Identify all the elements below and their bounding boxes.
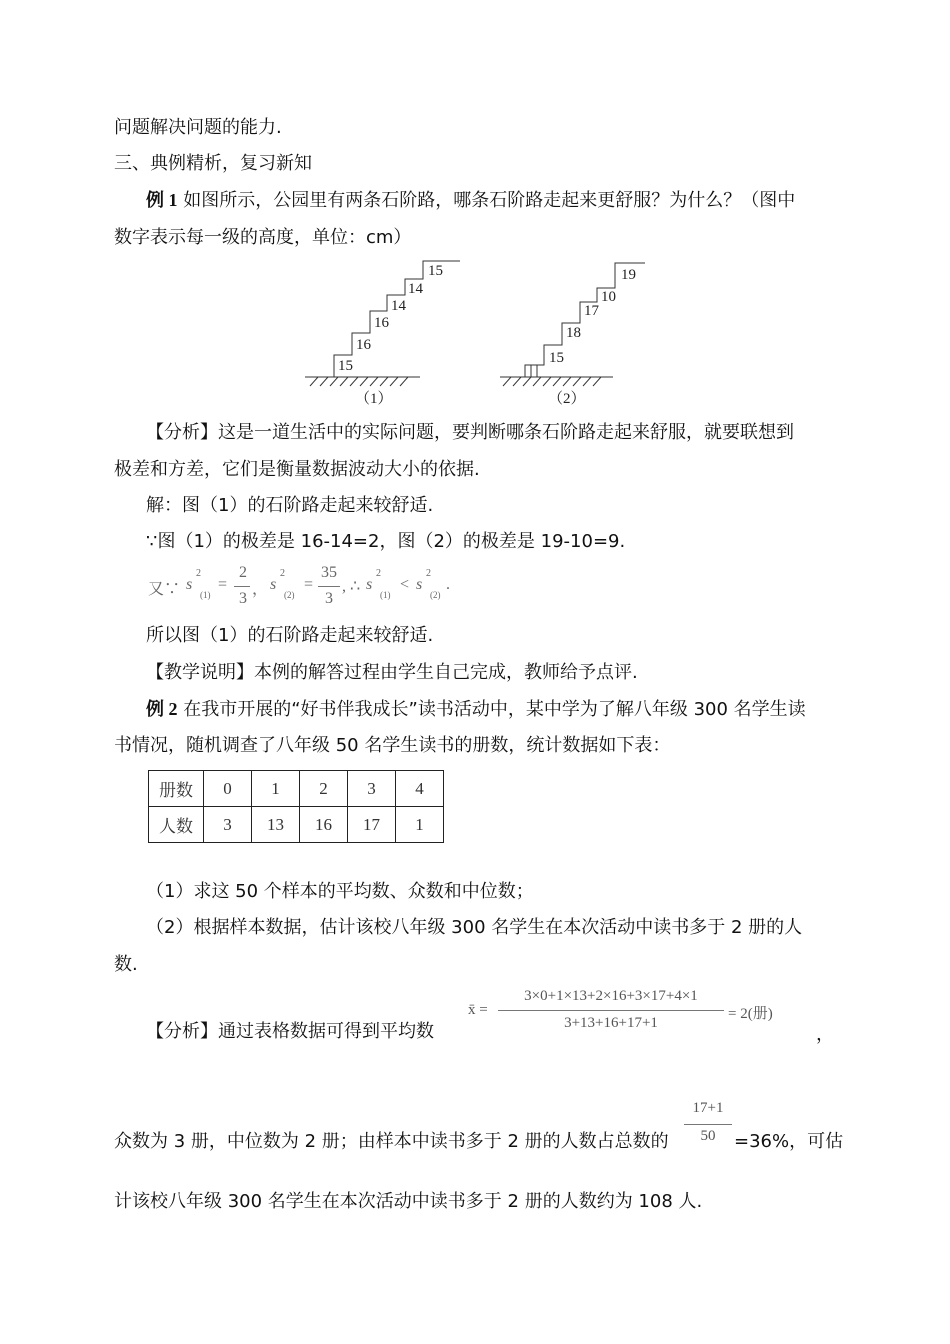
variance-symbol: s (416, 576, 423, 593)
step-label: 15 (338, 358, 353, 374)
variance-comparison (148, 564, 468, 612)
table-cell: 4 (396, 771, 444, 807)
stair-figure-2 (495, 255, 675, 410)
variance-sup: 2 (376, 568, 381, 579)
table-cell: 3 (348, 771, 396, 807)
table-cell: 0 (204, 771, 252, 807)
example-2-label: 例 2 (146, 699, 178, 719)
variance-symbol: s (366, 576, 373, 593)
step-label: 16 (356, 337, 371, 353)
question-1: （1）求这 50 个样本的平均数、众数和中位数； (146, 881, 534, 902)
mode-median-line: 众数为 3 册，中位数为 2 册；由样本中读书多于 2 册的人数占总数的 (114, 1131, 669, 1152)
percent-fraction (684, 1100, 734, 1150)
variance-prefix: 又∵ (148, 581, 181, 598)
example-1-label: 例 1 (146, 190, 178, 210)
solution-conclusion: 所以图（1）的石阶路走起来较舒适. (146, 625, 434, 646)
mean-formula (468, 988, 834, 1045)
step-label: 15 (428, 263, 443, 279)
example-1-text-cont: 数字表示每一级的高度，单位：cm） (114, 227, 412, 248)
example-2-text: 在我市开展的“好书伴我成长”读书活动中，某中学为了解八年级 300 名学生读 (183, 699, 806, 720)
step-label: 19 (621, 267, 636, 283)
variance-sub: (1) (200, 590, 211, 600)
analysis-2: 【分析】通过表格数据可得到平均数 (146, 1021, 434, 1042)
fraction-numerator: 35 (321, 564, 337, 581)
text-line: 问题解决问题的能力. (114, 117, 282, 138)
step-label: 18 (566, 325, 581, 341)
fraction-numerator: 17+1 (692, 1100, 724, 1116)
final-conclusion: 计该校八年级 300 名学生在本次活动中读书多于 2 册的人数约为 108 人. (114, 1191, 703, 1212)
analysis-1-cont: 极差和方差，它们是衡量数据波动大小的依据. (114, 459, 480, 480)
table-cell: 人数 (149, 807, 204, 843)
fraction-denominator: 3 (239, 590, 247, 607)
less-than: < (400, 576, 410, 593)
mean-denominator: 3+13+16+17+1 (564, 1015, 658, 1031)
question-2: （2）根据样本数据，估计该校八年级 300 名学生在本次活动中读书多于 2 册的人 (146, 917, 803, 938)
step-label: 10 (601, 289, 616, 305)
variance-sub: (1) (380, 590, 391, 600)
step-label: 15 (549, 350, 564, 366)
table-cell: 13 (252, 807, 300, 843)
table-cell: 2 (300, 771, 348, 807)
table-row (149, 807, 444, 843)
equals-sign: = (304, 576, 314, 593)
variance-sup: 2 (426, 568, 431, 579)
figure-caption: （2） (548, 391, 586, 407)
data-table (148, 770, 444, 843)
variance-sub: (2) (284, 590, 295, 600)
variance-sup: 2 (280, 568, 285, 579)
step-label: 14 (408, 281, 423, 297)
section-heading: 三、典例精析，复习新知 (114, 153, 312, 174)
solution-line: ∵图（1）的极差是 16-14=2，图（2）的极差是 19-10=9. (146, 531, 626, 552)
solution-line: 解：图（1）的石阶路走起来较舒适. (146, 495, 434, 516)
example-2-line (146, 697, 806, 722)
percent-result: =36%，可估 (734, 1131, 844, 1152)
ground-hatch (503, 377, 601, 386)
mean-symbol: x̄ = (468, 1002, 488, 1018)
variance-sup: 2 (196, 568, 201, 579)
comma: ， (252, 581, 269, 598)
mean-result: = 2(册) (728, 1006, 773, 1022)
variance-symbol: s (186, 576, 193, 593)
period: . (446, 576, 450, 593)
therefore: , ∴ (342, 578, 361, 595)
table-cell: 3 (204, 807, 252, 843)
table-cell: 1 (252, 771, 300, 807)
question-2-cont: 数. (114, 954, 138, 975)
comma: ， (816, 1024, 834, 1045)
table-cell: 1 (396, 807, 444, 843)
fraction-numerator: 2 (239, 564, 247, 581)
step-label: 16 (374, 315, 389, 331)
teaching-note: 【教学说明】本例的解答过程由学生自己完成，教师给予点评. (146, 662, 638, 683)
equals-sign: = (218, 576, 228, 593)
table-cell: 16 (300, 807, 348, 843)
stair-figure-1 (300, 255, 480, 410)
analysis-1: 【分析】这是一道生活中的实际问题，要判断哪条石阶路走起来舒服，就要联想到 (146, 422, 794, 443)
figure-caption: （1） (355, 391, 393, 407)
example-1-line (146, 188, 795, 213)
mean-numerator: 3×0+1×13+2×16+3×17+4×1 (524, 988, 698, 1004)
ground-hatch (310, 377, 408, 386)
table-row (149, 771, 444, 807)
table-cell: 17 (348, 807, 396, 843)
table-cell: 册数 (149, 771, 204, 807)
fraction-denominator: 50 (700, 1128, 716, 1144)
step-label: 14 (391, 298, 406, 314)
example-2-text-cont: 书情况，随机调查了八年级 50 名学生读书的册数，统计数据如下表： (114, 735, 671, 756)
example-1-text: 如图所示，公园里有两条石阶路，哪条石阶路走起来更舒服？为什么？（图中 (183, 190, 796, 211)
step-label: 17 (584, 303, 599, 319)
variance-sub: (2) (430, 590, 441, 600)
fraction-denominator: 3 (325, 590, 333, 607)
variance-symbol: s (270, 576, 277, 593)
